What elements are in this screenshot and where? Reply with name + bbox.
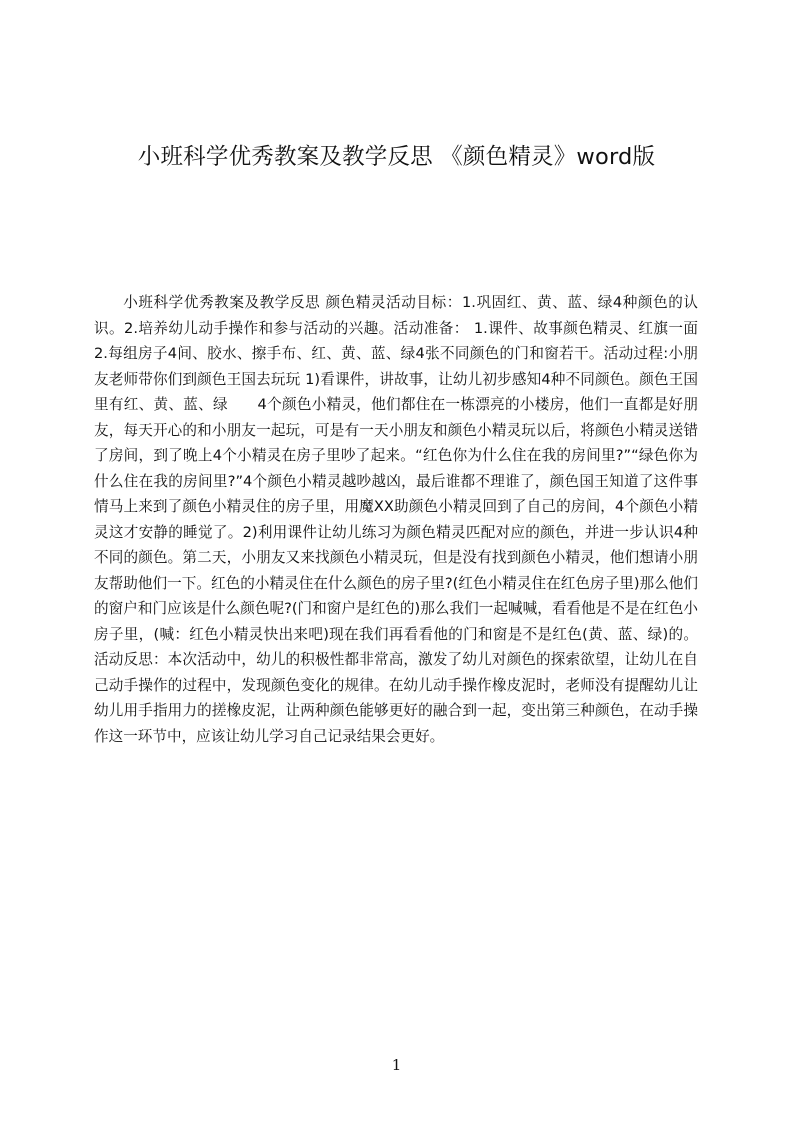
- document-title: 小班科学优秀教案及教学反思 《颜色精灵》word版: [137, 144, 656, 170]
- page-number: 1: [391, 1056, 402, 1074]
- body-paragraph: 小班科学优秀教案及教学反思 颜色精灵活动目标：1.巩固红、黄、蓝、绿4种颜色的认识。2.培养幼儿动手操作和参与活动的兴趣。活动准备： 1.课件、故事颜色精灵、红旗一面 2.每组房子4间、胶水、擦手布、红、黄、蓝、绿4张不同颜色的门和窗若干。活动过程:小朋友老师带你们到颜色王国去玩玩 1)看课件，讲故事，让幼儿初步感知4种不同颜色。颜色王国里有红、黄、蓝、绿 4个颜色小精灵，他们都住在一栋漂亮的小楼房，他们一直都是好朋友，每天开心的和小朋友一起玩，可是有一天小朋友和颜色小精灵玩以后，将颜色小精灵送错了房间，到了晚上4个小精灵在房子里吵了起来。“红色你为什么住在我的房间里?”“绿色你为什么住在我的房间里?”4个颜色小精灵越吵越凶，最后谁都不理谁了，颜色国王知道了这件事情马上来到了颜色小精灵住的房子里，用魔XX助颜色小精灵回到了自己的房间，4个颜色小精灵这才安静的睡觉了。2)利用课件让幼儿练习为颜色精灵匹配对应的颜色，并进一步认识4种不同的颜色。第二天，小朋友又来找颜色小精灵玩，但是没有找到颜色小精灵，他们想请小朋友帮助他们一下。红色的小精灵住在什么颜色的房子里?(红色小精灵住在红色房子里)那么他们的窗户和门应该是什么颜色呢?(门和窗户是红色的)那么我们一起喊喊，看看他是不是在红色小房子里，(喊：红色小精灵快出来吧)现在我们再看看他的门和窗是不是红色(黄、蓝、绿)的。活动反思：本次活动中，幼儿的积极性都非常高，激发了幼儿对颜色的探索欲望，让幼儿在自己动手操作的过程中，发现颜色变化的规律。在幼儿动手操作橡皮泥时，老师没有提醒幼儿让幼儿用手指用力的搓橡皮泥，让两种颜色能够更好的融合到一起，变出第三种颜色，在动手操作这一环节中，应该让幼儿学习自己记录结果会更好。: [94, 294, 698, 745]
